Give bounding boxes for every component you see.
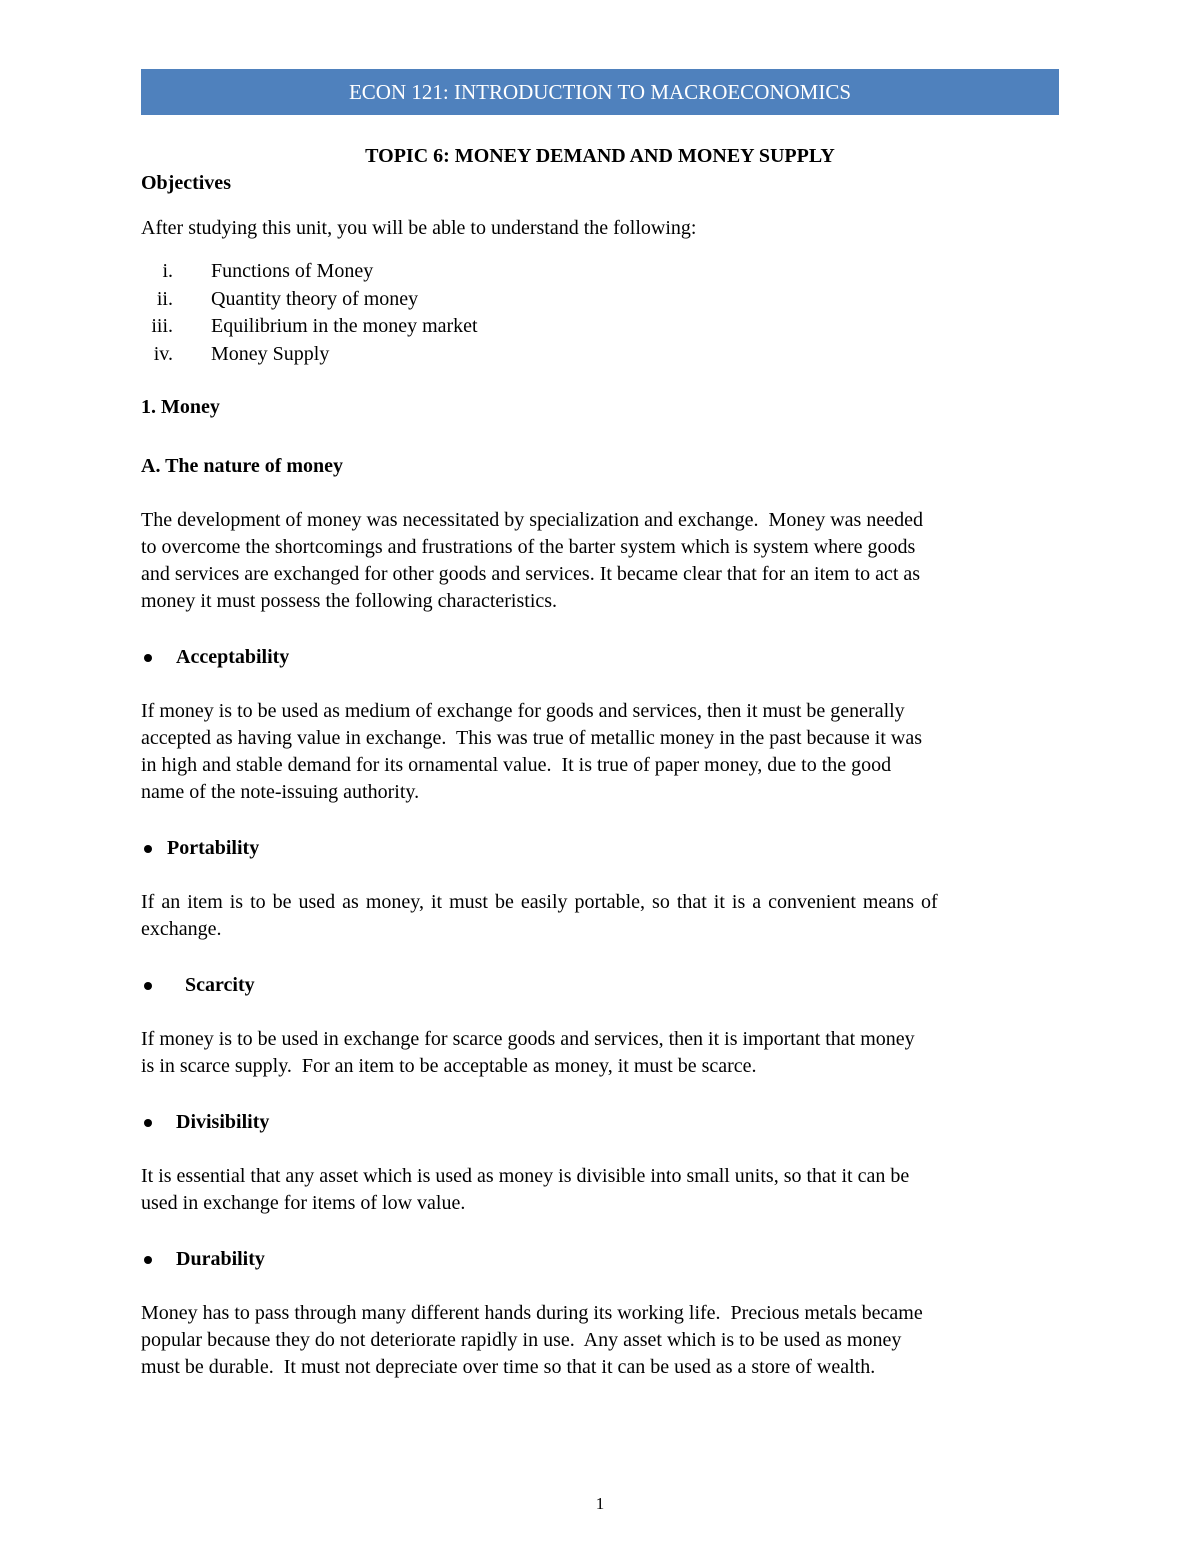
scarcity-paragraph: [141, 1026, 1059, 1080]
bullet-icon: [144, 1256, 152, 1264]
divisibility-paragraph: [141, 1163, 1059, 1217]
objectives-heading: Objectives: [141, 172, 231, 194]
paragraph-line: If money is to be used as medium of exchange for goods and services, then it must be generally: [141, 700, 905, 722]
objectives-intro: After studying this unit, you will be able to understand the following:: [141, 217, 697, 239]
characteristic-scarcity: [141, 972, 441, 999]
paragraph-line: It is essential that any asset which is used as money is divisible into small units, so that it can be: [141, 1165, 910, 1187]
course-title-banner: ECON 121: INTRODUCTION TO MACROECONOMICS: [141, 69, 1059, 115]
objective-text: Money Supply: [211, 342, 330, 365]
characteristic-acceptability: [141, 644, 441, 671]
paragraph-line: and services are exchanged for other goods and services. It became clear that for an item to act as: [141, 563, 921, 585]
characteristic-label: Acceptability: [176, 646, 290, 668]
paragraph-line: If an item is to be used as money, it must be easily portable, so that it is a convenient means of: [141, 891, 938, 913]
bullet-icon: [144, 982, 152, 990]
paragraph-line: to overcome the shortcomings and frustrations of the barter system which is system where goods: [141, 536, 916, 558]
paragraph-line: accepted as having value in exchange. This was true of metallic money in the past because it was: [141, 727, 923, 749]
characteristic-portability: [141, 835, 441, 862]
characteristic-divisibility: [141, 1109, 441, 1136]
objective-text: Equilibrium in the money market: [211, 315, 478, 337]
characteristic-label: Scarcity: [185, 974, 255, 996]
durability-paragraph: [141, 1300, 1059, 1381]
bullet-icon: [144, 1119, 152, 1127]
paragraph-line: money it must possess the following characteristics.: [141, 590, 558, 612]
topic-title: TOPIC 6: MONEY DEMAND AND MONEY SUPPLY: [365, 145, 835, 167]
paragraph-line: used in exchange for items of low value.: [141, 1192, 466, 1214]
objective-text: Quantity theory of money: [211, 287, 419, 310]
paragraph-line: If money is to be used in exchange for scarce goods and services, then it is important that money: [141, 1028, 915, 1050]
objective-number: iii.: [151, 315, 173, 337]
characteristic-label: Divisibility: [176, 1111, 270, 1133]
subsection-heading-nature-of-money: A. The nature of money: [141, 455, 344, 477]
paragraph-line: is in scarce supply. For an item to be acceptable as money, it must be scarce.: [141, 1055, 757, 1077]
paragraph-line: The development of money was necessitated by specialization and exchange. Money was needed: [141, 509, 923, 531]
bullet-icon: [144, 845, 152, 853]
objective-number: iv.: [153, 342, 173, 365]
paragraph-line: Money has to pass through many different hands during its working life. Precious metals became: [141, 1302, 923, 1324]
paragraph-line: in high and stable demand for its ornamental value. It is true of paper money, due to the good: [141, 754, 892, 776]
paragraph-line: must be durable. It must not depreciate over time so that it can be used as a store of wealth.: [141, 1356, 876, 1378]
objective-number: ii.: [156, 287, 173, 310]
acceptability-paragraph: [141, 698, 1059, 806]
page-number: 1: [595, 1494, 605, 1513]
portability-paragraph: [141, 889, 1059, 943]
section-heading-money: 1. Money: [141, 396, 220, 418]
characteristic-label: Durability: [176, 1248, 265, 1270]
characteristic-durability: [141, 1246, 441, 1273]
characteristic-label: Portability: [167, 837, 260, 859]
bullet-icon: [144, 654, 152, 662]
objective-text: Functions of Money: [211, 260, 374, 282]
paragraph-line: name of the note-issuing authority.: [141, 781, 420, 803]
paragraph-line: exchange.: [141, 918, 222, 940]
nature-of-money-paragraph: [141, 507, 1059, 615]
paragraph-line: popular because they do not deteriorate rapidly in use. Any asset which is to be used as money: [141, 1329, 902, 1351]
objective-number: i.: [162, 260, 173, 282]
